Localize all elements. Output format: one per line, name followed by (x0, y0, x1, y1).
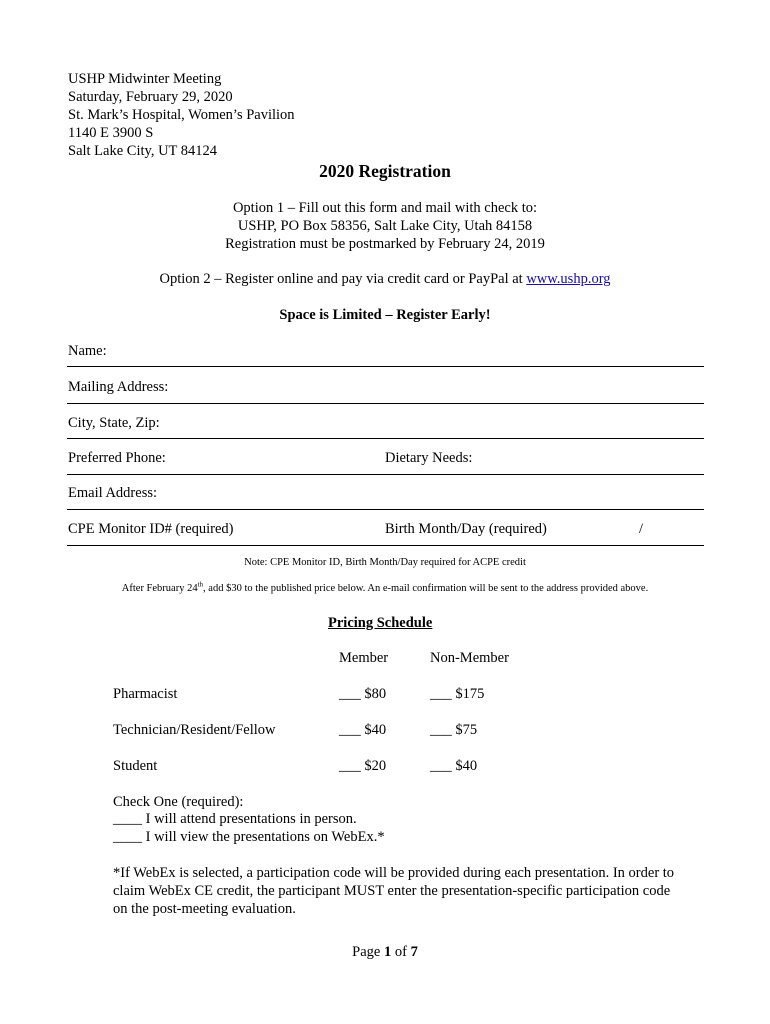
dietary-needs-label: Dietary Needs: (385, 450, 473, 466)
birth-label: Birth Month/Day (required) (385, 521, 547, 537)
space-limited-notice: Space is Limited – Register Early! (279, 307, 491, 323)
webex-note-line: *If WebEx is selected, a participation code will be provided during each presentation. In order to (113, 865, 675, 881)
pricing-member-option[interactable]: ___ $20 (339, 758, 387, 774)
mailing-address-field-line[interactable] (67, 403, 704, 404)
pricing-title: Pricing Schedule (328, 615, 433, 631)
acpe-note: Note: CPE Monitor ID, Birth Month/Day required for ACPE credit (244, 557, 526, 568)
header-line: St. Mark’s Hospital, Women’s Pavilion (68, 107, 295, 123)
late-fee-post: , add $30 to the published price below. An e-mail confirmation will be sent to the address provided above. (203, 583, 649, 594)
webex-note-line: on the post-meeting evaluation. (113, 901, 296, 917)
late-fee-pre: After February 24 (121, 583, 198, 594)
page-current: 1 (383, 944, 392, 960)
page-number (0, 943, 770, 961)
attend-in-person-option[interactable]: ____ I will attend presentations in person. (113, 811, 357, 827)
mailing-address-label: Mailing Address: (68, 379, 169, 395)
header-line: Salt Lake City, UT 84124 (68, 143, 218, 159)
option1-line2: USHP, PO Box 58356, Salt Lake City, Utah 84158 (237, 218, 533, 234)
name-label: Name: (68, 343, 107, 359)
pricing-row-label: Technician/Resident/Fellow (113, 722, 276, 738)
col-nonmember: Non-Member (430, 650, 509, 666)
city-state-zip-label: City, State, Zip: (68, 415, 160, 431)
pricing-nonmember-option[interactable]: ___ $75 (430, 722, 478, 738)
webex-note-line: claim WebEx CE credit, the participant MUST enter the presentation-specific participation code (113, 883, 671, 899)
pricing-member-option[interactable]: ___ $80 (339, 686, 387, 702)
pricing-nonmember-option[interactable]: ___ $175 (430, 686, 485, 702)
late-fee-sup: th (197, 580, 204, 589)
check-one-title: Check One (required): (113, 794, 244, 810)
birth-slash: / (639, 521, 644, 537)
pricing-member-option[interactable]: ___ $40 (339, 722, 387, 738)
option2-text: Option 2 – Register online and pay via credit card or PayPal at (159, 271, 527, 287)
option1-line3: Registration must be postmarked by February 24, 2019 (225, 236, 545, 252)
email-label: Email Address: (68, 485, 158, 501)
header-line: Saturday, February 29, 2020 (68, 89, 233, 105)
webex-option[interactable]: ____ I will view the presentations on WebEx.* (113, 829, 385, 845)
header-line: 1140 E 3900 S (68, 125, 154, 141)
late-fee-note (0, 582, 770, 596)
option1-line1: Option 1 – Fill out this form and mail with check to: (232, 200, 538, 216)
preferred-phone-label: Preferred Phone: (68, 450, 166, 466)
cpe-id-label: CPE Monitor ID# (required) (68, 521, 234, 537)
page-title: 2020 Registration (319, 161, 451, 181)
pricing-row-label: Pharmacist (113, 686, 178, 702)
col-member: Member (339, 650, 389, 666)
header-line: USHP Midwinter Meeting (68, 71, 222, 87)
city-state-zip-field-line[interactable] (67, 438, 704, 439)
pricing-nonmember-option[interactable]: ___ $40 (430, 758, 478, 774)
page-total: 7 (410, 944, 418, 960)
pricing-row-label: Student (113, 758, 158, 774)
page-word: Page (352, 944, 384, 960)
ushp-link[interactable]: www.ushp.org (526, 271, 611, 287)
phone-dietary-field-line[interactable] (67, 474, 704, 475)
option2 (0, 270, 770, 288)
email-field-line[interactable] (67, 509, 704, 510)
cpe-birth-field-line[interactable] (67, 545, 704, 546)
name-field-line[interactable] (67, 366, 704, 367)
page-of: of (391, 944, 411, 960)
